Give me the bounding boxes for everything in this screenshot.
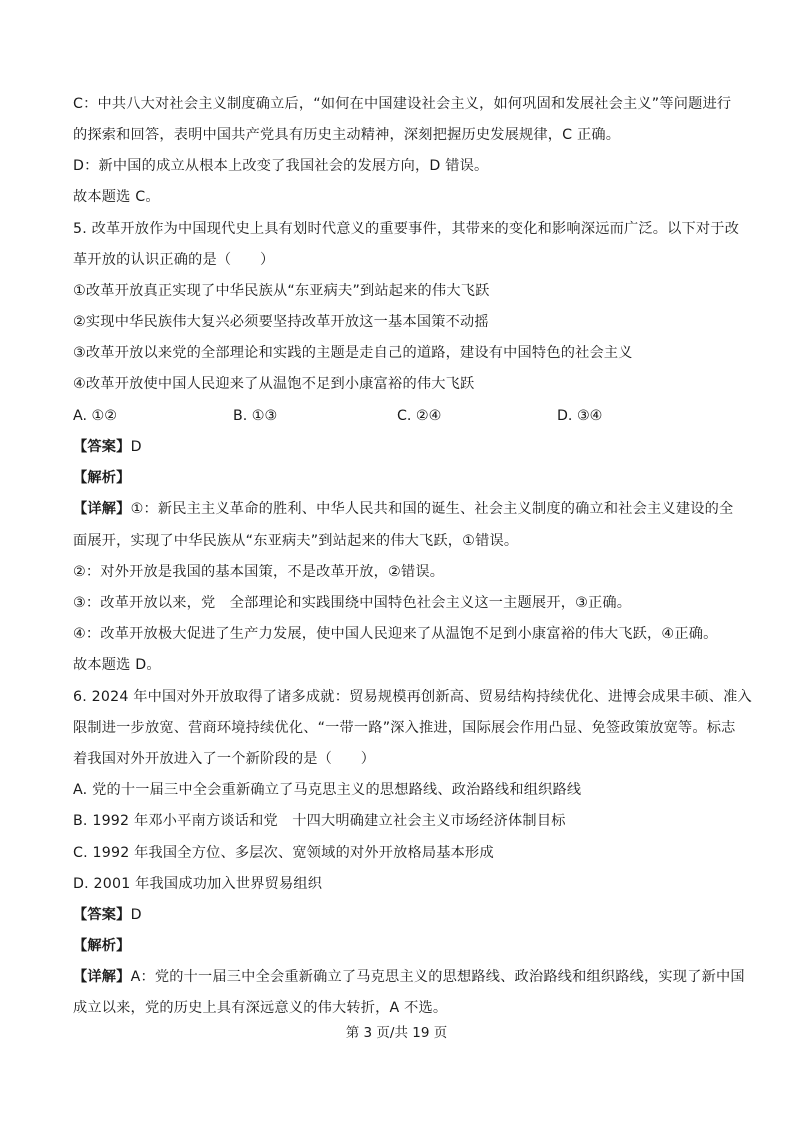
q5-statement-4: ④改革开放使中国人民迎来了从温饱不足到小康富裕的伟大飞跃 (73, 376, 475, 392)
q5-detail-line5: ④：改革开放极大促进了生产力发展，使中国人民迎来了从温饱不足到小康富裕的伟大飞跃，④正确。 (73, 626, 718, 642)
q5-detail-line3: ②：对外开放是我国的基本国策，不是改革开放，②错误。 (73, 564, 445, 580)
q4-option-d-analysis: D：新中国的成立从根本上改变了我国社会的发展方向，D 错误。 (73, 158, 489, 174)
q5-answer-tag: 【答案】 (73, 439, 131, 455)
q5-answer-value: D (130, 439, 142, 455)
q5-option-d: D. ③④ (557, 408, 603, 424)
q5-answer (73, 436, 142, 458)
q6-option-b: B. 1992 年邓小平南方谈话和党 十四大明确建立社会主义市场经济体制目标 (73, 813, 566, 829)
q5-analysis-heading (73, 467, 131, 489)
q5-option-b: B. ①③ (233, 408, 278, 424)
q4-conclusion: 故本题选 C。 (73, 189, 160, 205)
q6-analysis-heading (73, 935, 131, 957)
q5-detail-line4: ③：改革开放以来，党 全部理论和实践围绕中国特色社会主义这一主题展开，③正确。 (73, 595, 632, 611)
q6-option-c: C. 1992 年我国全方位、多层次、宽领域的对外开放格局基本形成 (73, 845, 494, 861)
q6-option-a: A. 党的十一届三中全会重新确立了马克思主义的思想路线、政治路线和组织路线 (73, 782, 582, 798)
page-number-footer: 第 3 页/共 19 页 (345, 1025, 448, 1041)
q6-analysis-tag: 【解析】 (73, 938, 131, 954)
q4-option-c-analysis-line1: C：中共八大对社会主义制度确立后，“如何在中国建设社会主义，如何巩固和发展社会主义”等问题进行 (73, 96, 732, 112)
q6-detail-line1 (73, 966, 745, 988)
q6-detail-line2: 成立以来，党的历史上具有深远意义的伟大转折，A 不选。 (73, 1000, 448, 1016)
q5-option-c: C. ②④ (397, 408, 442, 424)
q5-stem-line1: 5. 改革开放作为中国现代史上具有划时代意义的重要事件，其带来的变化和影响深远而广泛。以下对于改 (73, 221, 740, 237)
q5-statement-3: ③改革开放以来党的全部理论和实践的主题是走自己的道路，建设有中国特色的社会主义 (73, 345, 633, 361)
q5-detail-line1 (73, 498, 733, 520)
q6-answer-tag: 【答案】 (73, 907, 131, 923)
q5-conclusion: 故本题选 D。 (73, 657, 161, 673)
q5-option-a: A. ①② (73, 408, 117, 424)
q6-answer (73, 904, 142, 926)
q4-option-c-analysis-line2: 的探索和回答，表明中国共产党具有历史主动精神，深刻把握历史发展规律，C 正确。 (73, 127, 621, 143)
q6-stem-line1: 6. 2024 年中国对外开放取得了诸多成就：贸易规模再创新高、贸易结构持续优化、进博会成果丰硕、准入 (73, 689, 752, 705)
q6-detail-text1: A：党的十一届三中全会重新确立了马克思主义的思想路线、政治路线和组织路线，实现了新中国 (130, 969, 745, 985)
q6-answer-value: D (130, 907, 142, 923)
q6-stem-line2: 限制进一步放宽、营商环境持续优化、“一带一路”深入推进，国际展会作用凸显、免签政策放宽等。标志 (73, 720, 736, 736)
q5-statement-2: ②实现中华民族伟大复兴必须要坚持改革开放这一基本国策不动摇 (73, 314, 489, 330)
q6-option-d: D. 2001 年我国成功加入世界贸易组织 (73, 876, 323, 892)
q5-detail-text1: ①：新民主主义革命的胜利、中华人民共和国的诞生、社会主义制度的确立和社会主义建设的全 (130, 501, 734, 517)
q6-stem-line3: 着我国对外开放进入了一个新阶段的是（ ） (73, 751, 376, 767)
q6-detail-tag: 【详解】 (73, 969, 131, 985)
q5-analysis-tag: 【解析】 (73, 470, 131, 486)
q5-statement-1: ①改革开放真正实现了中华民族从“东亚病夫”到站起来的伟大飞跃 (73, 283, 490, 299)
q5-detail-line2: 面展开，实现了中华民族从“东亚病夫”到站起来的伟大飞跃，①错误。 (73, 533, 519, 549)
q5-stem-line2: 革开放的认识正确的是（ ） (73, 252, 275, 268)
q5-detail-tag: 【详解】 (73, 501, 131, 517)
